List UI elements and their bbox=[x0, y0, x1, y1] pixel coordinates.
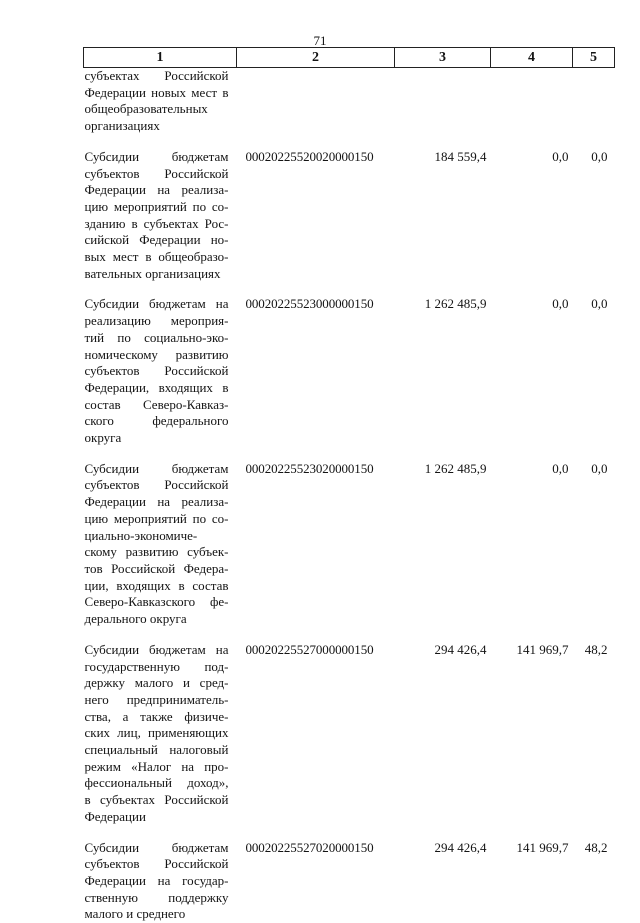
description-line: Северо-Кавказского фе- bbox=[85, 594, 229, 611]
description-line: Субсидии бюджетам на bbox=[85, 296, 229, 313]
description-line: скому развитию субъек- bbox=[85, 544, 229, 561]
description-line: режим «Налог на про- bbox=[85, 759, 229, 776]
description-line: зданию в субъектах Рос- bbox=[85, 216, 229, 233]
budget-code: 00020225523020000150 bbox=[237, 447, 395, 628]
table-body bbox=[84, 68, 615, 923]
description-line: Субсидии бюджетам на bbox=[85, 642, 229, 659]
budget-table bbox=[83, 47, 615, 923]
table-row bbox=[84, 282, 615, 446]
budget-code: 00020225527000000150 bbox=[237, 628, 395, 826]
budget-code: 00020225520020000150 bbox=[237, 135, 395, 283]
description-line: Субсидии бюджетам bbox=[85, 149, 229, 166]
percent-executed: 48,2 bbox=[573, 628, 615, 826]
amount-executed: 0,0 bbox=[491, 135, 573, 283]
percent-executed: 0,0 bbox=[573, 282, 615, 446]
table-row bbox=[84, 447, 615, 628]
description-line: Федерации на государ- bbox=[85, 873, 229, 890]
description-line: фессиональный доход», bbox=[85, 775, 229, 792]
description-line: округа bbox=[85, 430, 229, 447]
amount-planned: 294 426,4 bbox=[395, 628, 491, 826]
description-line: специальный налоговый bbox=[85, 742, 229, 759]
description-line: ции, входящих в состав bbox=[85, 578, 229, 595]
description-line: номическому развитию bbox=[85, 347, 229, 364]
amount-executed: 0,0 bbox=[491, 282, 573, 446]
table-header-row bbox=[84, 48, 615, 68]
description-line: общеобразовательных bbox=[85, 101, 229, 118]
description-line: циально-экономиче- bbox=[85, 528, 229, 545]
budget-code: 00020225527020000150 bbox=[237, 826, 395, 923]
description-line: тий по социально-эко- bbox=[85, 330, 229, 347]
column-header-3: 3 bbox=[395, 48, 491, 68]
table-row bbox=[84, 826, 615, 923]
percent-executed: 0,0 bbox=[573, 447, 615, 628]
description-line: в субъектах Российской bbox=[85, 792, 229, 809]
amount-planned: 1 262 485,9 bbox=[395, 447, 491, 628]
percent-executed bbox=[573, 68, 615, 135]
description-line: субъектов Российской bbox=[85, 363, 229, 380]
amount-planned: 184 559,4 bbox=[395, 135, 491, 283]
description-line: государственную под- bbox=[85, 659, 229, 676]
description-line: Федерации на реализа- bbox=[85, 494, 229, 511]
description-line: малого и среднего bbox=[85, 906, 229, 923]
description-line: тов Российской Федера- bbox=[85, 561, 229, 578]
amount-executed: 141 969,7 bbox=[491, 628, 573, 826]
description-line: вательных организациях bbox=[85, 266, 229, 283]
description-line: субъектов Российской bbox=[85, 166, 229, 183]
row-description bbox=[84, 628, 237, 826]
budget-code: 00020225523000000150 bbox=[237, 282, 395, 446]
amount-executed bbox=[491, 68, 573, 135]
table-row bbox=[84, 135, 615, 283]
description-line: ственную поддержку bbox=[85, 890, 229, 907]
column-header-5: 5 bbox=[573, 48, 615, 68]
table-row bbox=[84, 68, 615, 135]
percent-executed: 48,2 bbox=[573, 826, 615, 923]
description-line: состав Северо-Кавказ- bbox=[85, 397, 229, 414]
amount-executed: 0,0 bbox=[491, 447, 573, 628]
description-line: субъектов Российской bbox=[85, 856, 229, 873]
row-description bbox=[84, 68, 237, 135]
description-line: ства, а также физиче- bbox=[85, 709, 229, 726]
description-line: сийской Федерации но- bbox=[85, 232, 229, 249]
column-header-1: 1 bbox=[84, 48, 237, 68]
amount-planned bbox=[395, 68, 491, 135]
description-line: Субсидии бюджетам bbox=[85, 840, 229, 857]
description-line: Федерации, входящих в bbox=[85, 380, 229, 397]
description-line: субъектах Российской bbox=[85, 68, 229, 85]
column-header-2: 2 bbox=[237, 48, 395, 68]
description-line: него предприниматель- bbox=[85, 692, 229, 709]
table-row bbox=[84, 628, 615, 826]
row-description bbox=[84, 447, 237, 628]
description-line: держку малого и сред- bbox=[85, 675, 229, 692]
page-number: 71 bbox=[0, 33, 640, 49]
amount-planned: 294 426,4 bbox=[395, 826, 491, 923]
row-description bbox=[84, 826, 237, 923]
description-line: цию мероприятий по со- bbox=[85, 511, 229, 528]
row-description bbox=[84, 282, 237, 446]
budget-table-container bbox=[83, 47, 614, 923]
description-line: ских лиц, применяющих bbox=[85, 725, 229, 742]
row-description bbox=[84, 135, 237, 283]
description-line: дерального округа bbox=[85, 611, 229, 628]
description-line: субъектов Российской bbox=[85, 477, 229, 494]
amount-planned: 1 262 485,9 bbox=[395, 282, 491, 446]
description-line: Федерации bbox=[85, 809, 229, 826]
description-line: Субсидии бюджетам bbox=[85, 461, 229, 478]
description-line: Федерации новых мест в bbox=[85, 85, 229, 102]
description-line: организациях bbox=[85, 118, 229, 135]
description-line: ского федерального bbox=[85, 413, 229, 430]
budget-code bbox=[237, 68, 395, 135]
description-line: цию мероприятий по со- bbox=[85, 199, 229, 216]
percent-executed: 0,0 bbox=[573, 135, 615, 283]
amount-executed: 141 969,7 bbox=[491, 826, 573, 923]
description-line: вых мест в общеобразо- bbox=[85, 249, 229, 266]
description-line: реализацию мероприя- bbox=[85, 313, 229, 330]
description-line: Федерации на реализа- bbox=[85, 182, 229, 199]
column-header-4: 4 bbox=[491, 48, 573, 68]
